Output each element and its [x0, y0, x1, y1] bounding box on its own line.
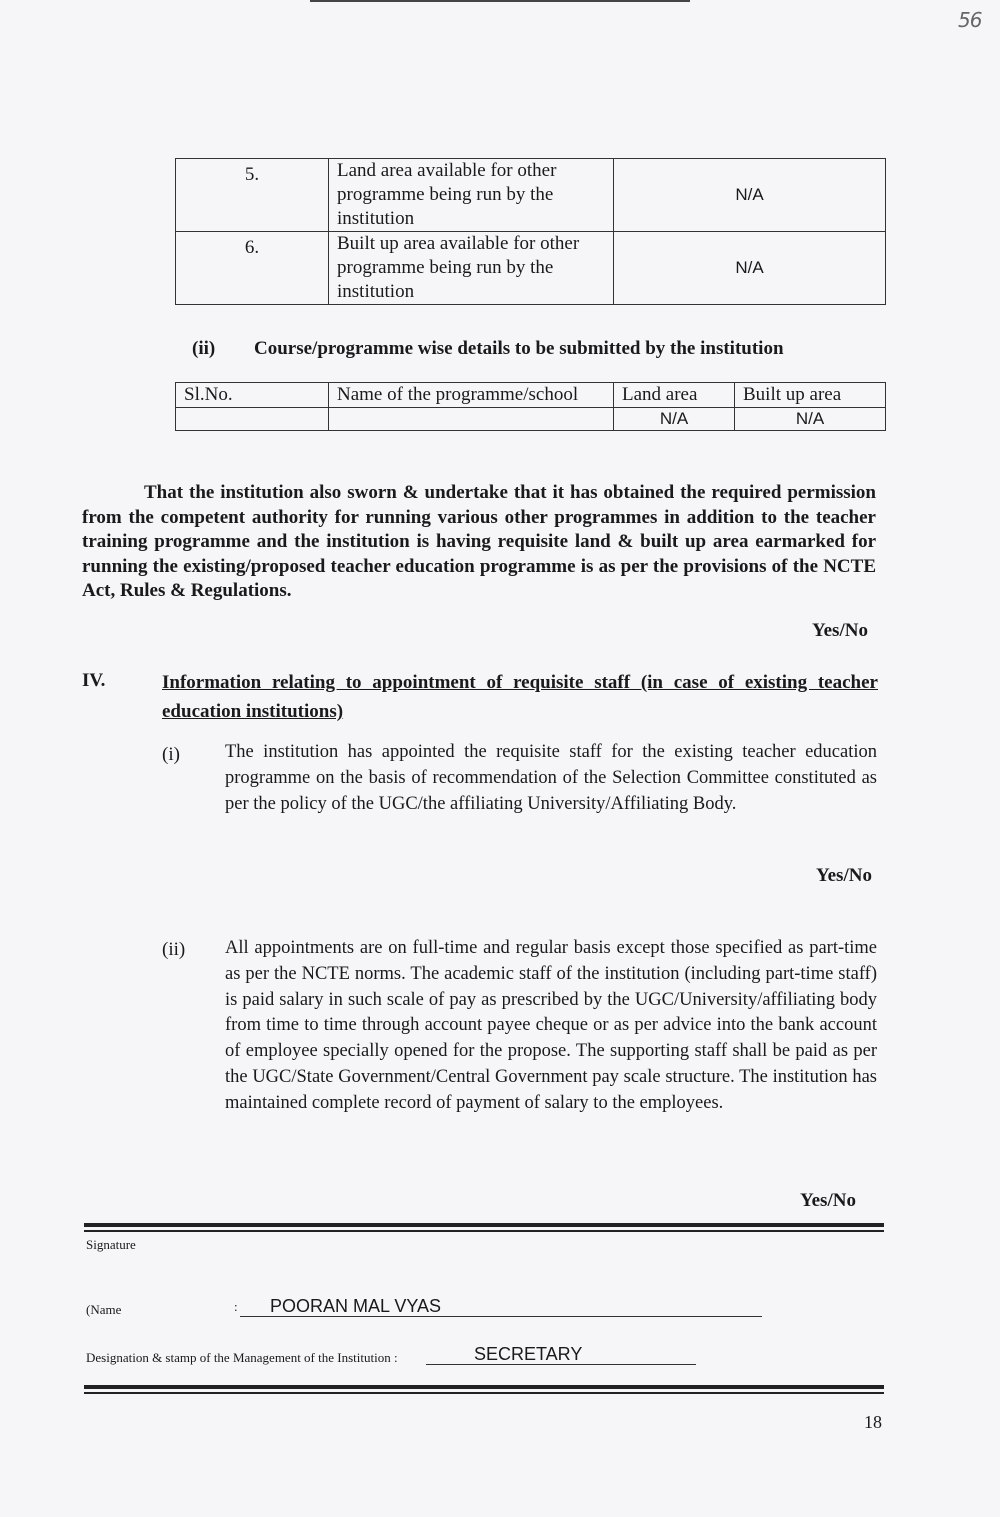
course-section-heading	[192, 338, 784, 360]
item-marker: (ii)	[162, 939, 186, 960]
divider	[84, 1392, 884, 1394]
item-text: All appointments are on full-time and regular basis except those specified as part-time as per the NCTE norms. The academic staff of the institution (including part-time staff) is paid salary in such scale of pay as prescribed by the UGC/University/affiliating body from time to time through account payee cheque or as per advice into the bank account of employee specially opened for the propose. The supporting staff shall be paid as per the UGC/State Government/Central Government pay scale structure. The institution has maintained complete record of payment of salary to the employees.	[225, 938, 877, 1113]
land-area-table	[175, 158, 886, 305]
handwritten-page-number: 56	[958, 8, 982, 32]
divider	[84, 1223, 884, 1227]
table-header-row	[176, 383, 886, 408]
yes-no-answer: Yes/No	[816, 865, 872, 886]
section-number: IV.	[82, 670, 106, 691]
cell-land-area: N/A	[614, 408, 735, 431]
name-colon: :	[234, 1299, 238, 1314]
designation-field: SECRETARY	[426, 1344, 696, 1365]
cell-programme-name	[329, 408, 614, 431]
name-label: (Name	[86, 1302, 122, 1317]
page-number: 18	[864, 1412, 882, 1432]
undertaking-paragraph: That the institution also sworn & undertake that it has obtained the required permission from the competent authority for running various other programmes in addition to the teacher training programme and the institution is having requisite land & built up area earmarked for running the existing/proposed teacher education programme is as per the provisions of the NCTE Act, Rules & Regulations.	[82, 482, 876, 601]
header-built-up-area: Built up area	[735, 383, 886, 408]
row-description: Built up area available for other programme being run by the institution	[329, 232, 614, 305]
yes-no-answer: Yes/No	[812, 620, 868, 641]
top-border-line	[310, 0, 690, 2]
divider	[84, 1230, 884, 1232]
table-row	[176, 408, 886, 431]
section-title: Information relating to appointment of requisite staff (in case of existing teacher education institutions)	[162, 672, 878, 722]
course-details-table	[175, 382, 886, 431]
header-slno: Sl.No.	[176, 383, 329, 408]
header-land-area: Land area	[614, 383, 735, 408]
row-number: 5.	[176, 159, 329, 232]
signature-label: Signature	[86, 1237, 136, 1252]
divider	[84, 1385, 884, 1389]
course-section-marker: (ii)	[192, 338, 216, 359]
row-value: N/A	[614, 159, 886, 232]
row-value: N/A	[614, 232, 886, 305]
row-number: 6.	[176, 232, 329, 305]
table-row	[176, 232, 886, 305]
header-programme-name: Name of the programme/school	[329, 383, 614, 408]
cell-slno	[176, 408, 329, 431]
designation-label: Designation & stamp of the Management of the Institution :	[86, 1350, 398, 1365]
item-text: The institution has appointed the requisite staff for the existing teacher education programme on the basis of recommendation of the Selection Committee constituted as per the policy of the UGC/the affiliating University/Affiliating Body.	[225, 742, 877, 814]
table-row	[176, 159, 886, 232]
name-field: POORAN MAL VYAS	[240, 1296, 762, 1317]
yes-no-answer: Yes/No	[800, 1190, 856, 1211]
row-description: Land area available for other programme being run by the institution	[329, 159, 614, 232]
item-marker: (i)	[162, 744, 180, 765]
cell-built-up-area: N/A	[735, 408, 886, 431]
course-section-title: Course/programme wise details to be submitted by the institution	[254, 338, 784, 359]
